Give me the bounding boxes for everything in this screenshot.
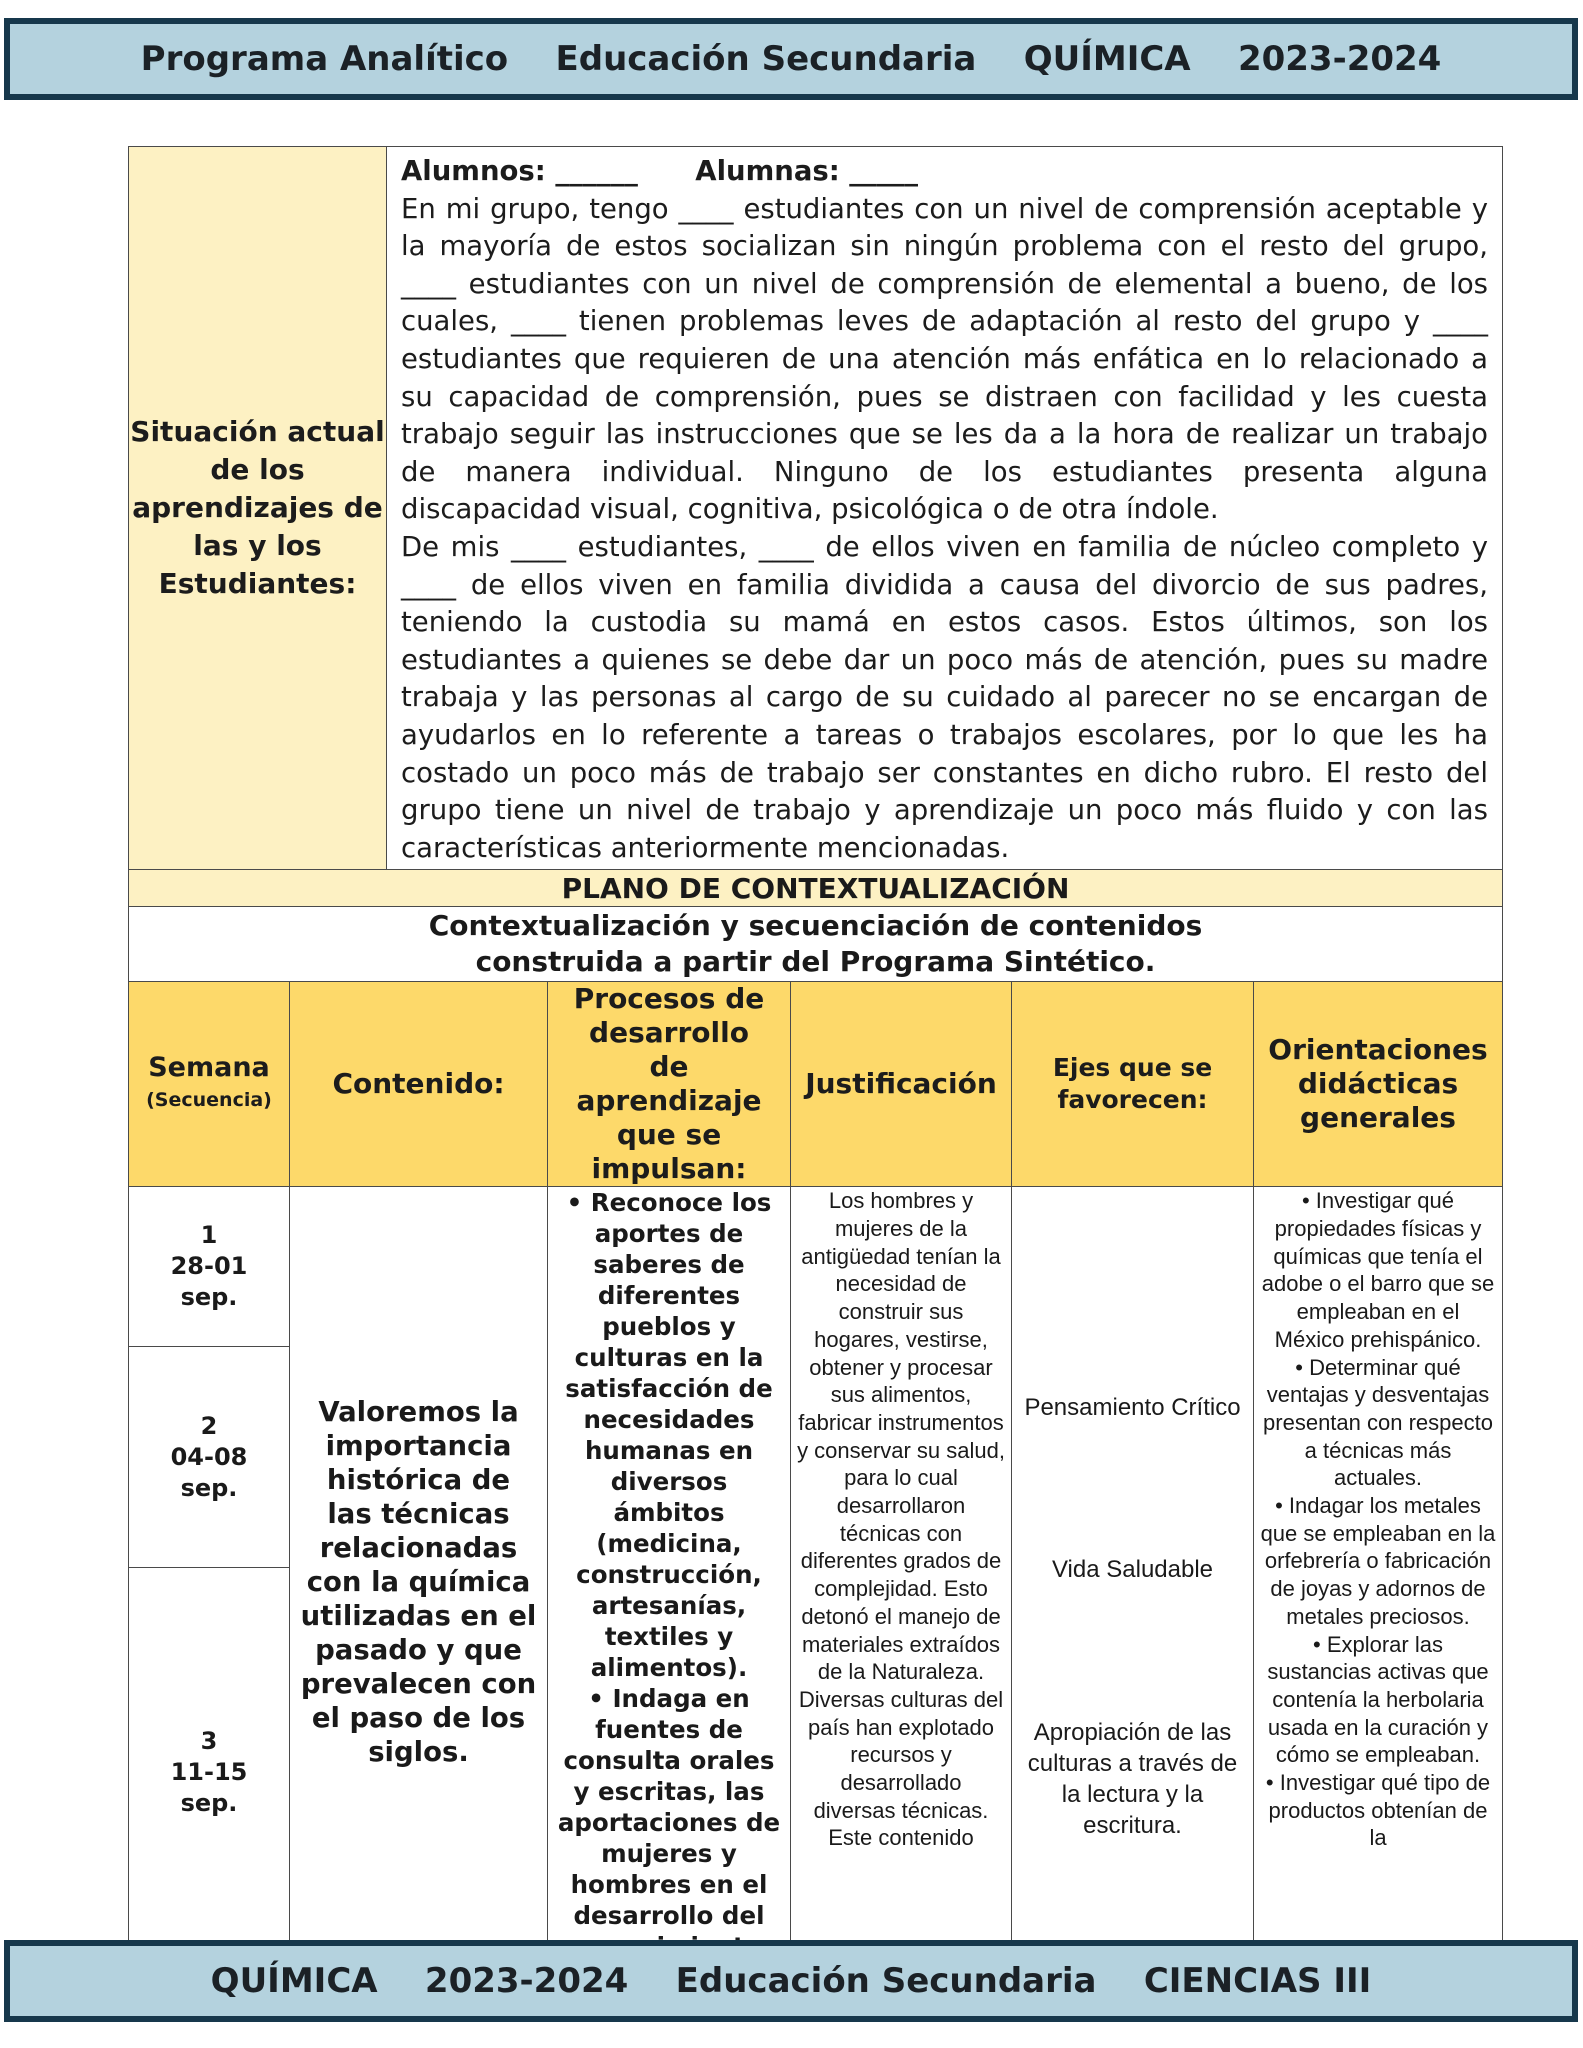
situacion-text — [387, 147, 1503, 870]
justificacion-cell — [791, 1187, 1012, 1978]
contenido-cell: Valoremos la importancia histórica de las técnicas relacionadas con la química utilizadas en el pasado y que prevalecen con el paso de los siglos. — [290, 1187, 548, 1978]
col-header-justificacion: Justificación — [791, 982, 1012, 1187]
plano-title: PLANO DE CONTEXTUALIZACIÓN — [129, 870, 1503, 907]
contextualizacion-line-1: Contextualización y secuenciación de contenidos — [428, 909, 1203, 943]
col-header-semana — [129, 982, 290, 1187]
contextualizacion-line-2: construida a partir del Programa Sintético. — [475, 945, 1156, 979]
eje-vida-saludable: Vida Saludable — [1051, 1556, 1214, 1584]
column-header-row — [129, 982, 1503, 1187]
justificacion-text: Los hombres y mujeres de la antigüedad tenían la necesidad de construir sus hogares, vestirse, obtener y procesar sus alimentos, fabricar instrumentos y conservar su salud, para lo cual desarrollaron técnicas con diferentes grados de complejidad. Esto detonó el manejo de materiales extraídos de la Naturaleza. Diversas culturas del país han explotado recursos y desarrollado diversas técnicas. Este contenido — [797, 1188, 1005, 1851]
week-1-number: 1 — [200, 1221, 218, 1250]
week-2-month: sep. — [180, 1473, 238, 1502]
procesos-cell — [548, 1187, 791, 1978]
col-header-secuencia-label: (Secuencia) — [146, 1089, 272, 1112]
col-header-ejes: Ejes que se favorecen: — [1012, 982, 1254, 1187]
orientacion-item: • Determinar qué ventajas y desventajas presentan con respecto a técnicas más actuales. — [1263, 1354, 1493, 1491]
col-header-orientaciones: Orientaciones didácticas generales — [1254, 982, 1503, 1187]
contextualizacion-row — [129, 907, 1503, 982]
header-title: Programa Analítico Educación Secundaria QUÍMICA 2023-2024 — [140, 39, 1442, 79]
week-3-cell — [129, 1567, 290, 1978]
orientacion-item: • Investigar qué tipo de productos obtenían de la — [1265, 1770, 1491, 1851]
week-2-cell — [129, 1347, 290, 1567]
proceso-item: • Reconoce los aportes de saberes de diferentes pueblos y culturas en la satisfacción de necesidades humanas en diversos ámbitos (medicina, construcción, artesanías, textiles y alimentos). — [565, 1188, 773, 1683]
col-header-semana-label: Semana — [148, 1052, 270, 1084]
contextualizacion-title — [129, 907, 1503, 982]
week-2-number: 2 — [200, 1411, 218, 1440]
situacion-row — [129, 147, 1503, 870]
plano-row — [129, 870, 1503, 907]
orientacion-item: • Indagar los metales que se empleaban en la orfebrería o fabricación de joyas y adornos de metales preciosos. — [1260, 1493, 1496, 1629]
week-1-month: sep. — [180, 1283, 238, 1312]
orientacion-item: • Investigar qué propiedades físicas y químicas que tenía el adobe o el barro que se empleaban en el México prehispánico. — [1261, 1188, 1495, 1352]
header-banner — [4, 18, 1578, 100]
week-3-month: sep. — [180, 1789, 238, 1817]
ejes-cell — [1012, 1187, 1254, 1978]
orientacion-item: • Explorar las sustancias activas que contenía la herbolaria usada en la curación y cómo se empleaban. — [1267, 1631, 1489, 1768]
footer-banner — [4, 1940, 1578, 2022]
week-3-dates: 11-15 — [170, 1758, 248, 1786]
situacion-paragraph-1: En mi grupo, tengo ____ estudiantes con un nivel de comprensión aceptable y la mayoría de estos socializan sin ningún problema con el resto del grupo, ____ estudiantes con un nivel de comprensión de elemental a bueno, de los cuales, ____ tienen problemas leves de adaptación al resto del grupo y ____ estudiantes que requieren de una atención más enfática en lo relacionado a su capacidad de comprensión, pues se distraen con facilidad y les cuesta trabajo seguir las instrucciones que se les da a la hora de realizar un trabajo de manera individual. Ninguno de los estudiantes presenta alguna discapacidad visual, cognitiva, psicológica o de otra índole. — [401, 192, 1488, 526]
week-2-dates: 04-08 — [170, 1442, 248, 1471]
orientaciones-cell — [1254, 1187, 1503, 1978]
proceso-item: • Indaga en fuentes de consulta orales y escritas, las aportaciones de mujeres y hombres en el desarrollo del — [557, 1684, 781, 1931]
col-header-procesos: Procesos de desarrollo de aprendizaje que se impulsan: — [548, 982, 791, 1187]
eje-pensamiento-critico: Pensamiento Crítico — [1024, 1394, 1241, 1422]
situacion-label: Situación actual de los aprendizajes de las y los Estudiantes: — [129, 147, 387, 870]
week-row-1 — [129, 1187, 1503, 1347]
situacion-paragraph-2: De mis ____ estudiantes, ____ de ellos viven en familia de núcleo completo y ____ de ellos viven en familia dividida a causa del divorcio de sus padres, teniendo la custodia su mamá en estos casos. Estos últimos, son los estudiantes a quienes se debe dar un poco más de atención, pues su madre trabaja y las personas al cargo de su cuidado al parecer no se encargan de ayudarlos en lo referente a tareas o trabajos escolares, por lo que les ha costado un poco más de trabajo ser constantes en dicho rubro. El resto del grupo tiene un nivel de trabajo y aprendizaje un poco más fluido y con las características anteriormente mencionadas. — [401, 530, 1488, 864]
footer-title: QUÍMICA 2023-2024 Educación Secundaria CIENCIAS III — [210, 1961, 1372, 2001]
col-header-contenido: Contenido: — [290, 982, 548, 1187]
week-1-cell — [129, 1187, 290, 1347]
week-3-number: 3 — [200, 1727, 218, 1755]
week-1-dates: 28-01 — [170, 1252, 248, 1281]
analytic-program-table — [128, 146, 1503, 1978]
eje-apropiacion-culturas: Apropiación de las culturas a través de la lectura y la escritura. — [1027, 1719, 1238, 1840]
alumnos-line: Alumnos: ______ Alumnas: _____ — [401, 155, 919, 187]
